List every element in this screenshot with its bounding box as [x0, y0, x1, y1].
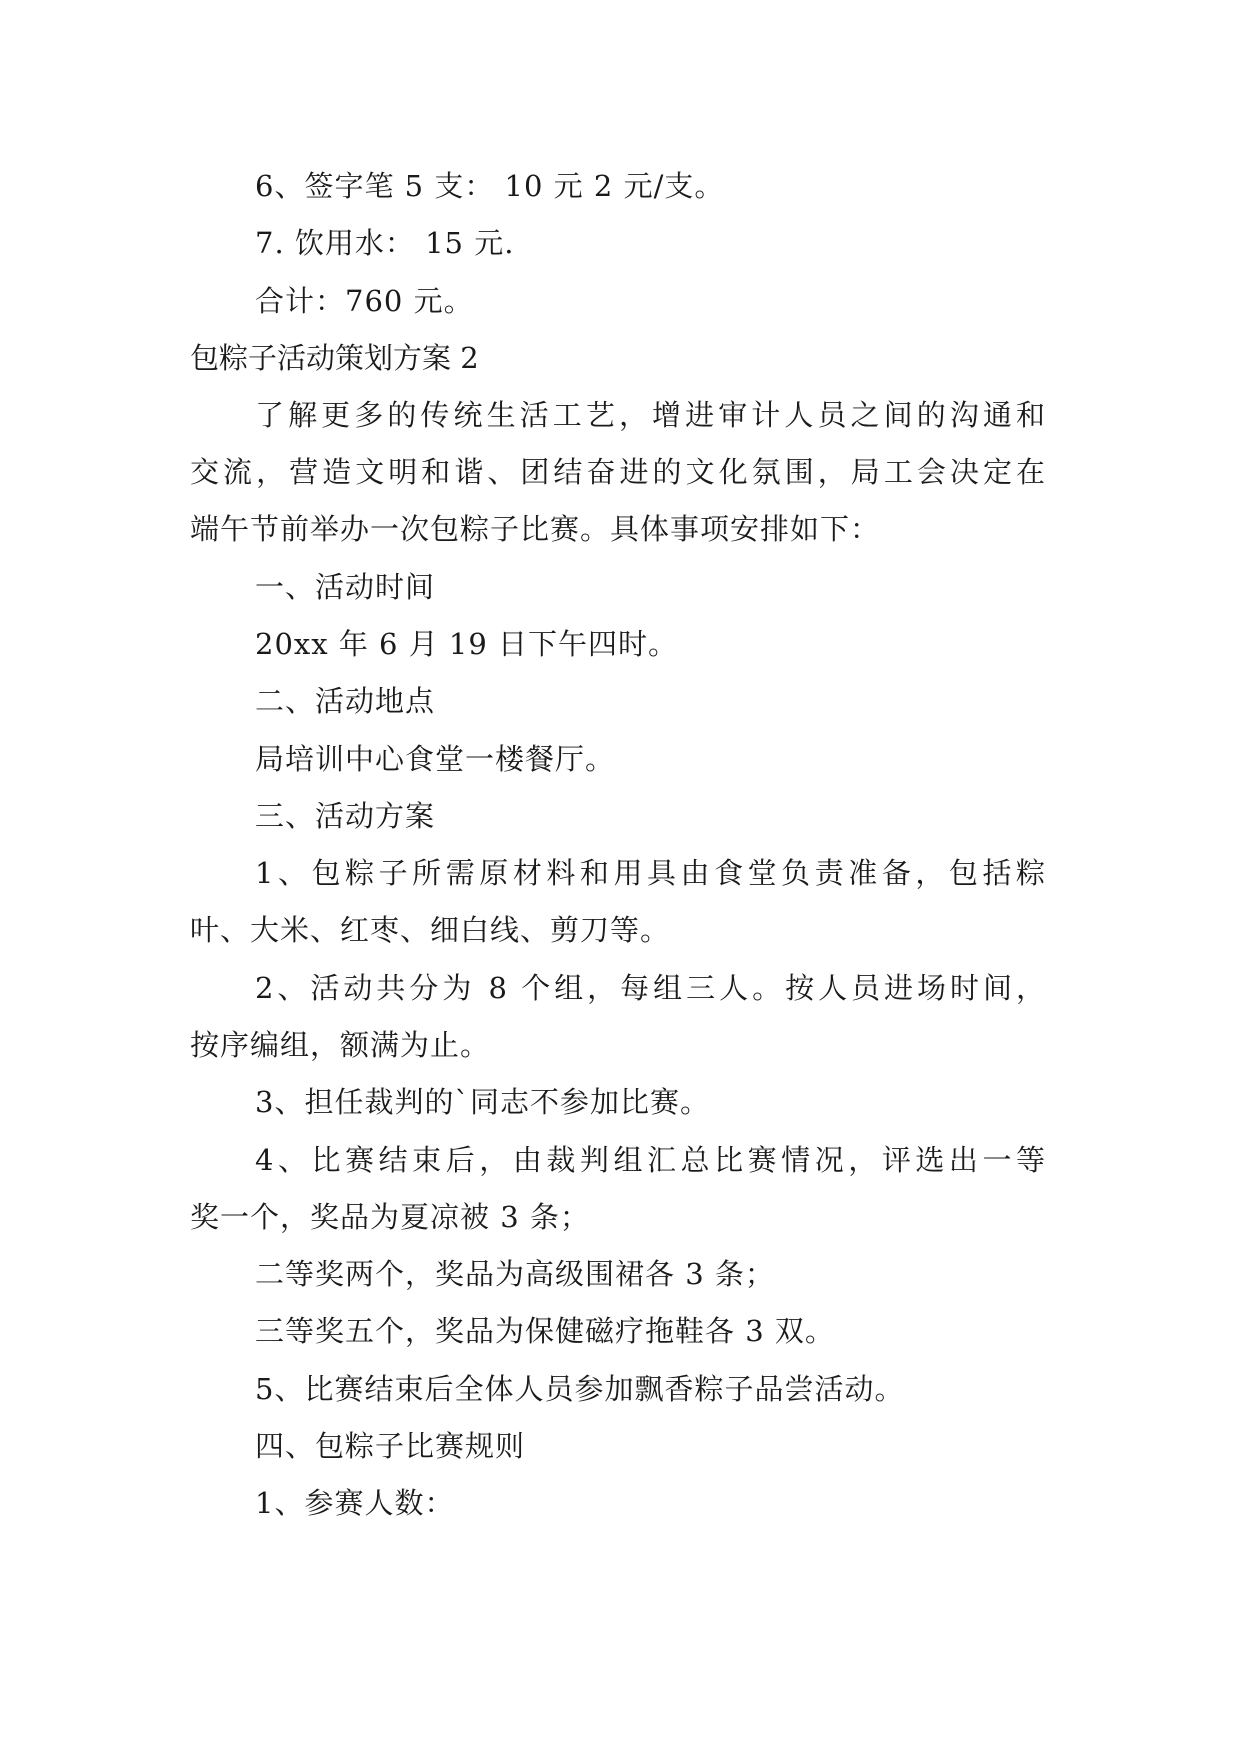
plan-item-3: 3、担任裁判的`同志不参加比赛。 [255, 1085, 710, 1119]
budget-total: 合计：760 元。 [255, 284, 474, 318]
budget-item-pens: 6、签字笔 5 支： 10 元 2 元/支。 [255, 169, 725, 203]
plan-item-4-line-1: 4、比赛结束后，由裁判组汇总比赛情况，评选出一等 [255, 1143, 1046, 1177]
heading-activity-location: 二、活动地点 [255, 684, 436, 718]
plan-item-1-line-1: 1、包粽子所需原材料和用具由食堂负责准备，包括粽 [255, 856, 1046, 890]
plan-item-2-line-2: 按序编组，额满为止。 [190, 1028, 491, 1062]
intro-paragraph-line-2: 交流，营造文明和谐、团结奋进的文化氛围，局工会决定在 [190, 455, 1046, 489]
heading-activity-plan: 三、活动方案 [255, 799, 436, 833]
plan-item-1-line-2: 叶、大米、红枣、细白线、剪刀等。 [190, 913, 671, 947]
intro-paragraph-line-1: 了解更多的传统生活工艺，增进审计人员之间的沟通和 [255, 398, 1046, 432]
heading-activity-time: 一、活动时间 [255, 570, 436, 604]
second-prize-line: 二等奖两个，奖品为高级围裙各 3 条； [255, 1257, 775, 1291]
activity-time-value: 20xx 年 6 月 19 日下午四时。 [255, 627, 679, 661]
heading-competition-rules: 四、包粽子比赛规则 [255, 1429, 526, 1463]
plan-item-2-line-1: 2、活动共分为 8 个组，每组三人。按人员进场时间， [255, 971, 1046, 1005]
plan-item-5: 5、比赛结束后全体人员参加飘香粽子品尝活动。 [255, 1372, 905, 1406]
budget-item-water: 7. 饮用水： 15 元. [255, 226, 515, 260]
plan-item-4-line-2: 奖一个，奖品为夏凉被 3 条； [190, 1200, 590, 1234]
activity-location-value: 局培训中心食堂一楼餐厅。 [255, 742, 616, 776]
intro-paragraph-line-3: 端午节前举办一次包粽子比赛。具体事项安排如下： [190, 512, 881, 546]
third-prize-line: 三等奖五个，奖品为保健磁疗拖鞋各 3 双。 [255, 1314, 835, 1348]
section-title: 包粽子活动策划方案 2 [190, 341, 479, 375]
rule-item-1: 1、参赛人数： [255, 1486, 455, 1520]
